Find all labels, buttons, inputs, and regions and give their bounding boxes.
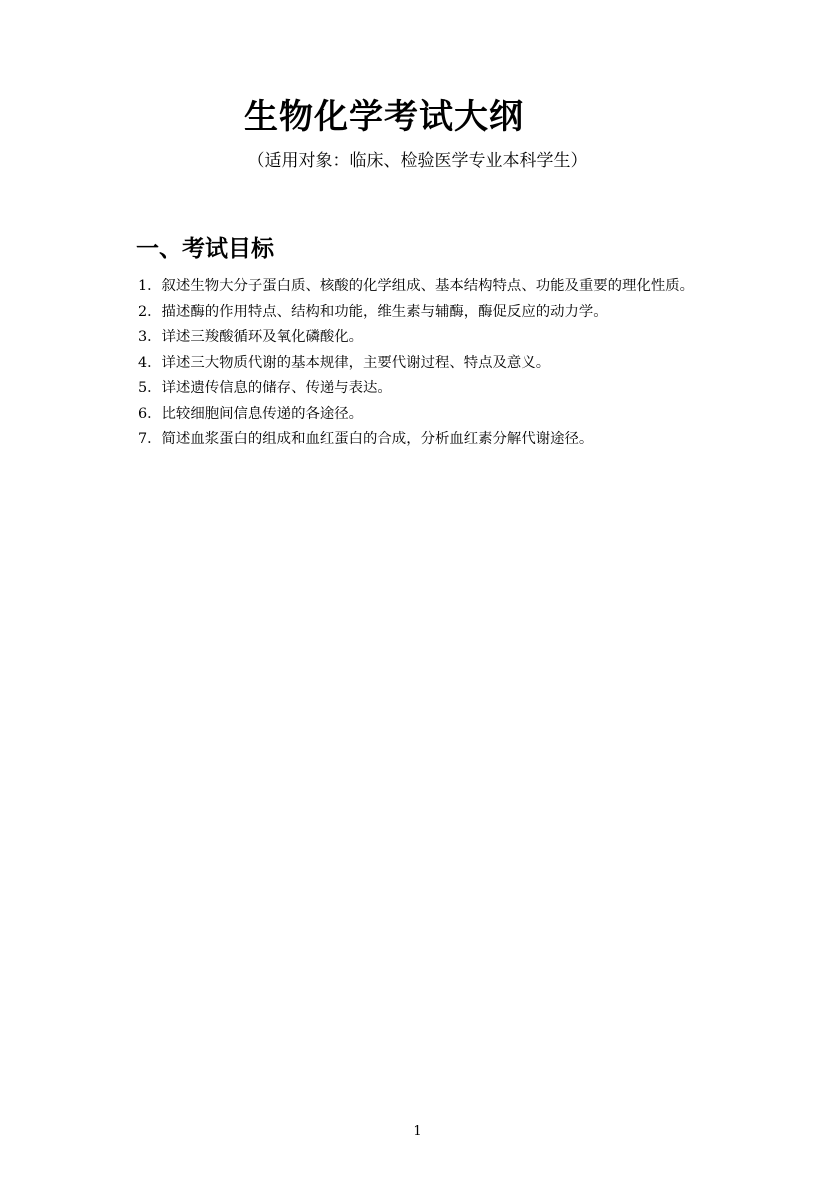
objective-item: 2．描述酶的作用特点、结构和功能，维生素与辅酶，酶促反应的动力学。 [138,303,608,320]
section-heading-exam-objectives: 一、考试目标 [136,236,274,262]
objective-item: 5．详述遗传信息的储存、传递与表达。 [138,380,392,396]
objective-item: 4．详述三大物质代谢的基本规律，主要代谢过程、特点及意义。 [138,354,551,371]
objective-item: 3．详述三羧酸循环及氧化磷酸化。 [138,329,364,345]
objective-item: 6．比较细胞间信息传递的各途径。 [138,405,364,422]
objective-item: 7．简述血浆蛋白的组成和血红蛋白的合成，分析血红素分解代谢途径。 [138,431,594,447]
objective-item: 1．叙述生物大分子蛋白质、核酸的化学组成、基本结构特点、功能及重要的理化性质。 [138,278,695,294]
objectives-list [102,274,742,453]
page-number: 1 [413,1124,422,1139]
document-title: 生物化学考试大纲 [244,97,524,137]
document-subtitle: （适用对象：临床、检验医学专业本科学生） [247,151,588,171]
